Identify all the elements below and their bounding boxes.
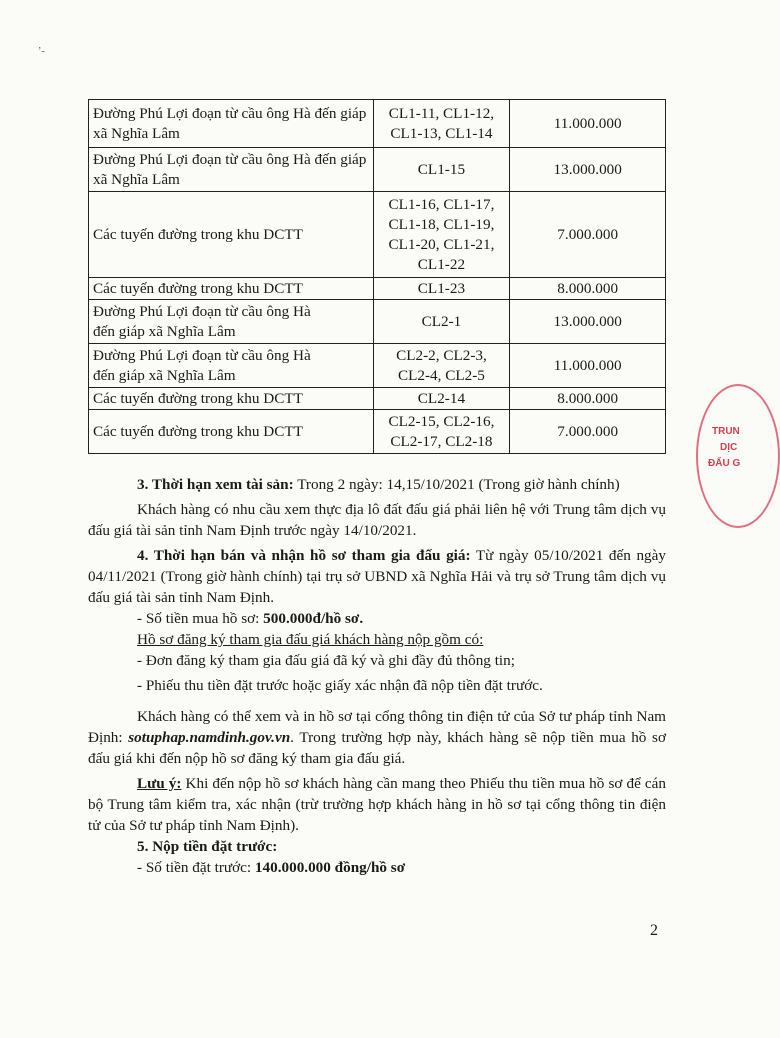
section-3 [88, 474, 666, 495]
price-cell-line: 8.000.000 [557, 279, 619, 297]
road-cell-line: đến giáp xã Nghĩa Lâm [93, 322, 236, 340]
lot-code-cell [373, 278, 510, 300]
section-5-heading-text: 5. Nộp tiền đặt trước: [137, 838, 278, 855]
road-cell [89, 278, 374, 300]
price-cell-line: 13.000.000 [553, 160, 622, 178]
lot-code-cell-line: CL1-22 [417, 255, 466, 273]
lot-code-cell-line: CL2-1 [421, 312, 462, 330]
section-4-text: Từ ngày 05/10/2021 đến ngày 04/11/2021 (Trong giờ hành chính) tại trụ sở UBND xã Nghĩa Hải và trụ sở Trung tâm dịch vụ đấu giá tài sản tỉnh Nam Định. [88, 547, 666, 606]
lot-code-cell-line: CL1-23 [417, 279, 466, 297]
road-cell [89, 344, 374, 388]
table-row [89, 148, 666, 192]
price-cell [510, 148, 666, 192]
lot-code-cell-line: CL1-15 [417, 160, 466, 178]
lot-code-cell-line: CL2-14 [417, 389, 466, 407]
document-body [88, 474, 666, 878]
road-cell-line: Đường Phú Lợi đoạn từ cầu ông Hà [93, 302, 311, 320]
lot-code-cell-line: CL1-18, CL1-19, [388, 215, 495, 233]
price-cell [510, 192, 666, 278]
lot-code-cell [373, 148, 510, 192]
portal-text-pre: Khách hàng có thể xem và in hồ sơ tại cổng thông tin điện tử của Sở tư pháp tỉnh Nam Định: [88, 708, 666, 746]
lot-code-cell [373, 344, 510, 388]
lot-code-cell-line: CL1-16, CL1-17, [388, 195, 495, 213]
deposit-label: - Số tiền đặt trước: [137, 859, 255, 876]
lot-code-cell-line: CL1-20, CL1-21, [388, 235, 495, 253]
road-cell [89, 300, 374, 344]
road-cell-line: xã Nghĩa Lâm [93, 124, 180, 142]
road-cell [89, 100, 374, 148]
price-cell [510, 344, 666, 388]
stamp-text-2: DỊC [720, 442, 738, 453]
table-row [89, 344, 666, 388]
stamp-text-1: TRUN [712, 426, 740, 437]
road-cell [89, 410, 374, 454]
lot-code-cell-line: CL1-11, CL1-12, [388, 104, 495, 122]
lot-code-cell-line: CL2-2, CL2-3, [396, 346, 487, 364]
section-3-heading: 3. Thời hạn xem tài sản: [137, 476, 294, 493]
note-paragraph [88, 773, 666, 836]
table-row [89, 300, 666, 344]
docs-item-2: - Phiếu thu tiền đặt trước hoặc giấy xác nhận đã nộp tiền đặt trước. [137, 677, 543, 694]
lot-code-cell-line: CL2-17, CL2-18 [390, 432, 493, 450]
portal-paragraph [88, 706, 666, 769]
lots-table-body [89, 100, 666, 454]
road-cell [89, 148, 374, 192]
price-cell-line: 7.000.000 [557, 422, 619, 440]
deposit-line [88, 857, 666, 878]
lots-table [88, 99, 666, 454]
stamp-text-3: ĐẤU G [708, 458, 741, 469]
price-cell-line: 13.000.000 [553, 312, 622, 330]
price-cell [510, 388, 666, 410]
section-4 [88, 545, 666, 608]
price-cell-line: 11.000.000 [553, 356, 622, 374]
price-cell-line: 7.000.000 [557, 225, 619, 243]
page-number: 2 [650, 922, 658, 939]
table-row [89, 388, 666, 410]
road-cell-line: Đường Phú Lợi đoạn từ cầu ông Hà [93, 346, 311, 364]
note-label: Lưu ý: [137, 775, 182, 792]
lot-code-cell [373, 388, 510, 410]
section-4-heading: 4. Thời hạn bán và nhận hồ sơ tham gia đấu giá: [137, 547, 471, 564]
section-3-text: Trong 2 ngày: 14,15/10/2021 (Trong giờ hành chính) [293, 476, 620, 493]
dossier-fee-value: 500.000đ/hồ sơ. [263, 610, 364, 627]
price-cell [510, 100, 666, 148]
road-cell-line: Các tuyến đường trong khu DCTT [93, 389, 303, 407]
dossier-fee [88, 608, 666, 629]
deposit-value: 140.000.000 đồng/hồ sơ [254, 859, 406, 876]
road-cell-line: đến giáp xã Nghĩa Lâm [93, 366, 236, 384]
price-cell [510, 300, 666, 344]
road-cell-line: Các tuyến đường trong khu DCTT [93, 225, 303, 243]
table-row [89, 410, 666, 454]
portal-website: sotuphap.namdinh.gov.vn [128, 729, 291, 746]
table-row [89, 100, 666, 148]
road-cell-line: xã Nghĩa Lâm [93, 170, 180, 188]
price-cell-line: 11.000.000 [553, 114, 622, 132]
red-seal-stamp [696, 384, 780, 528]
section-3-viewing-note: Khách hàng có nhu cầu xem thực địa lô đất đấu giá phải liên hệ với Trung tâm dịch vụ đấu giá tài sản tỉnh Nam Định trước ngày 14/10/2021. [88, 501, 666, 539]
note-text: Khi đến nộp hồ sơ khách hàng cần mang theo Phiếu thu tiền mua hồ sơ để cán bộ Trung tâm kiểm tra, xác nhận (trừ trường hợp khách hàng in hồ sơ tại cổng thông tin điện tử của Sở tư pháp tỉnh Nam Định). [88, 775, 666, 834]
road-cell [89, 388, 374, 410]
lot-code-cell [373, 410, 510, 454]
table-row [89, 278, 666, 300]
docs-item-1: - Đơn đăng ký tham gia đấu giá đã ký và ghi đầy đủ thông tin; [137, 652, 515, 669]
docs-heading: Hồ sơ đăng ký tham gia đấu giá khách hàng nộp gồm có: [137, 631, 484, 648]
lot-code-cell-line: CL1-13, CL1-14 [390, 124, 493, 142]
lot-code-cell [373, 100, 510, 148]
lot-code-cell-line: CL2-4, CL2-5 [397, 366, 485, 384]
lot-code-cell [373, 300, 510, 344]
portal-text-post: . Trong trường hợp này, khách hàng sẽ nộp tiền mua hồ sơ đấu giá khi đến nộp hồ sơ đăng ký tham gia đấu giá. [88, 729, 666, 767]
road-cell-line: Đường Phú Lợi đoạn từ cầu ông Hà đến giáp [93, 104, 367, 122]
road-cell-line: Các tuyến đường trong khu DCTT [93, 422, 303, 440]
table-row [89, 192, 666, 278]
road-cell-line: Các tuyến đường trong khu DCTT [93, 279, 303, 297]
lot-code-cell-line: CL2-15, CL2-16, [388, 412, 495, 430]
road-cell [89, 192, 374, 278]
lot-code-cell [373, 192, 510, 278]
price-cell-line: 8.000.000 [557, 389, 619, 407]
section-5-heading [88, 836, 666, 857]
road-cell-line: Đường Phú Lợi đoạn từ cầu ông Hà đến giáp [93, 150, 367, 168]
dossier-fee-label: - Số tiền mua hồ sơ: [137, 610, 264, 627]
price-cell [510, 410, 666, 454]
scan-mark: ’- [38, 46, 45, 57]
price-cell [510, 278, 666, 300]
